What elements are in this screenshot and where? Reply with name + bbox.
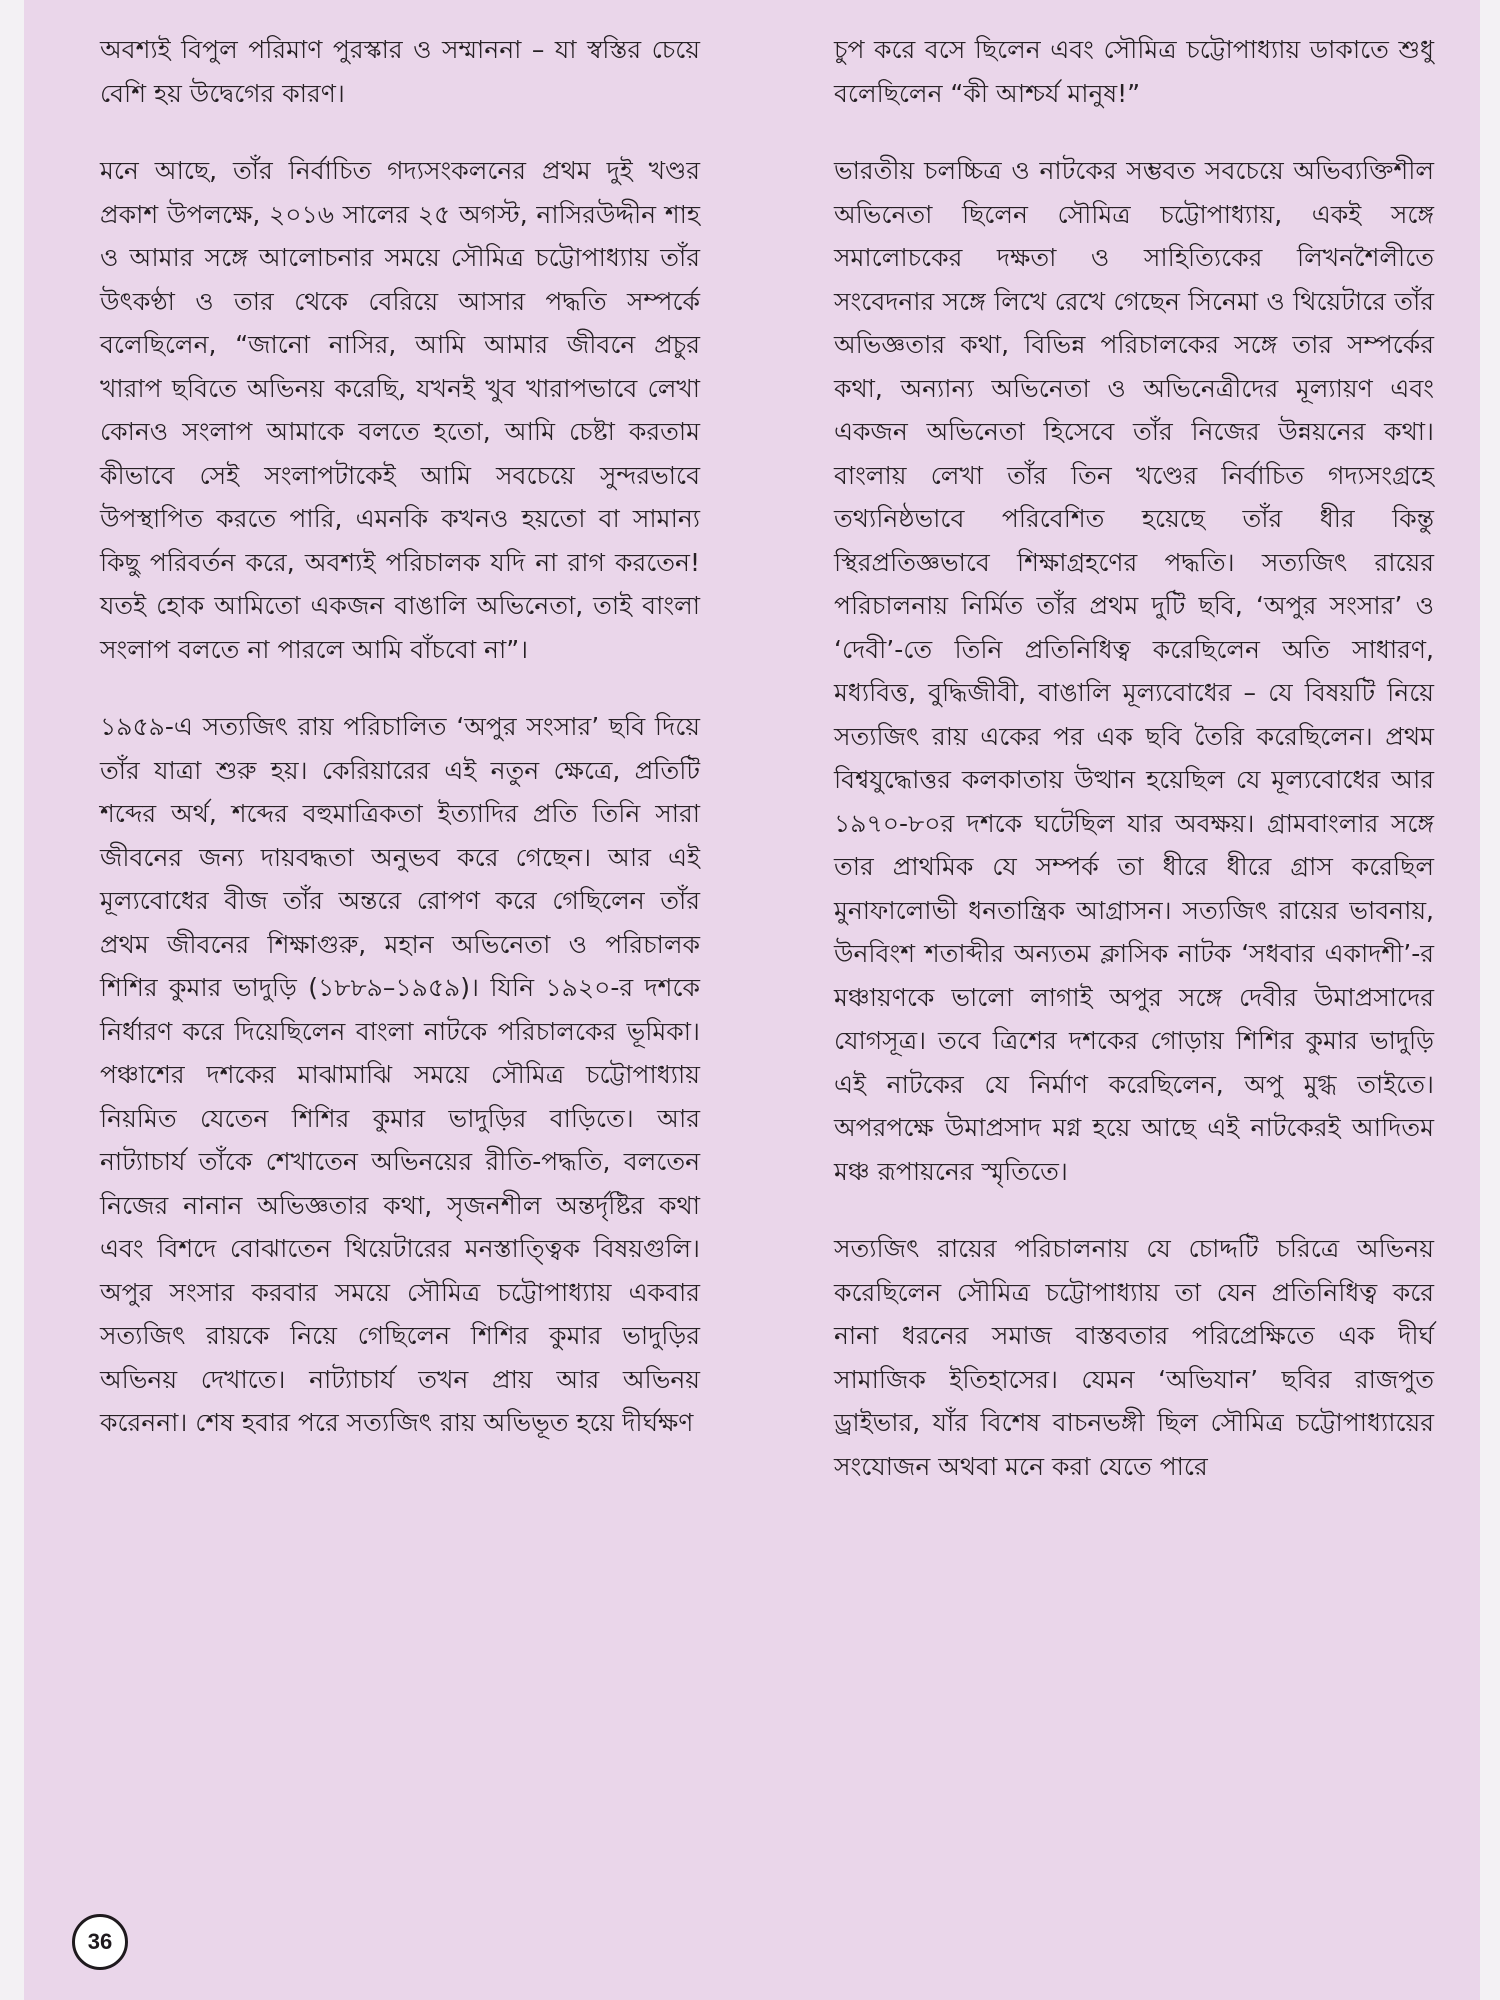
paragraph: চুপ করে বসে ছিলেন এবং সৌমিত্র চট্টোপাধ্যায় ডাকাতে শুধু বলেছিলেন “কী আশ্চর্য মানুষ!”	[834, 35, 1434, 108]
paragraph: ভারতীয় চলচ্চিত্র ও নাটকের সম্ভবত সবচেয়ে অভিব্যক্তিশীল অভিনেতা ছিলেন সৌমিত্র চট্টোপাধ্যায়, একই সঙ্গে সমালোচকের দক্ষতা ও সাহিত্যিকের লিখনশৈলীতে সংবেদনার সঙ্গে লিখে রেখে গেছেন সিনেমা ও থিয়েটারে তাঁর অভিজ্ঞতার কথা, বিভিন্ন পরিচালকের সঙ্গে তার সম্পর্কের কথা, অন্যান্য অভিনেতা ও অভিনেত্রীদের মূল্যায়ণ এবং একজন অভিনেতা হিসেবে তাঁর নিজের উন্নয়নের কথা। বাংলায় লেখা তাঁর তিন খণ্ডের নির্বাচিত গদ্যসংগ্রহে তথ্যনিষ্ঠভাবে পরিবেশিত হয়েছে তাঁর ধীর কিন্তু স্থিরপ্রতিজ্ঞভাবে শিক্ষাগ্রহণের পদ্ধতি। সত্যজিৎ রায়ের পরিচালনায় নির্মিত তাঁর প্রথম দুটি ছবি, ‘অপুর সংসার’ ও ‘দেবী’-তে তিনি প্রতিনিধিত্ব করেছিলেন অতি সাধারণ, মধ্যবিত্ত, বুদ্ধিজীবী, বাঙালি মূল্যবোধের – যে বিষয়টি নিয়ে সত্যজিৎ রায় একের পর এক ছবি তৈরি করেছিলেন। প্রথম বিশ্বযুদ্ধোত্তর কলকাতায় উত্থান হয়েছিল যে মূল্যবোধের আর ১৯৭০-৮০র দশকে ঘটেছিল যার অবক্ষয়। গ্রামবাংলার সঙ্গে তার প্রাথমিক যে সম্পর্ক তা ধীরে ধীরে গ্রাস করেছিল মুনাফালোভী ধনতান্ত্রিক আগ্রাসন। সত্যজিৎ রায়ের ভাবনায়, উনবিংশ শতাব্দীর অন্যতম ক্লাসিক নাটক ‘সধবার একাদশী’-র মঞ্চায়ণকে ভালো লাগাই অপুর সঙ্গে দেবীর উমাপ্রসাদের যোগসূত্র। তবে ত্রিশের দশকের গোড়ায় শিশির কুমার ভাদুড়ি এই নাটকের যে নির্মাণ করেছিলেন, অপু মুগ্ধ তাইতে। অপরপক্ষে উমাপ্রসাদ মগ্ন হয়ে আছে এই নাটকেরই আদিতম মঞ্চ রূপায়নের স্মৃতিতে।	[834, 156, 1434, 1186]
magazine-page	[24, 0, 1480, 2000]
right-column	[834, 28, 1434, 1488]
page-number-badge: 36	[72, 1914, 128, 1970]
paragraph: মনে আছে, তাঁর নির্বাচিত গদ্যসংকলনের প্রথম দুই খণ্ডর প্রকাশ উপলক্ষে, ২০১৬ সালের ২৫ অগস্ট, নাসিরউদ্দীন শাহ ও আমার সঙ্গে আলোচনার সময়ে সৌমিত্র চট্টোপাধ্যায় তাঁর উৎকণ্ঠা ও তার থেকে বেরিয়ে আসার পদ্ধতি সম্পর্কে বলেছিলেন, “জানো নাসির, আমি আমার জীবনে প্রচুর খারাপ ছবিতে অভিনয় করেছি, যখনই খুব খারাপভাবে লেখা কোনও সংলাপ আমাকে বলতে হতো, আমি চেষ্টা করতাম কীভাবে সেই সংলাপটাকেই আমি সবচেয়ে সুন্দরভাবে উপস্থাপিত করতে পারি, এমনকি কখনও হয়তো বা সামান্য কিছু পরিবর্তন করে, অবশ্যই পরিচালক যদি না রাগ করতেন! যতই হোক আমিতো একজন বাঙালি অভিনেতা, তাই বাংলা সংলাপ বলতে না পারলে আমি বাঁচবো না”।	[100, 156, 700, 664]
left-column	[100, 28, 700, 1445]
paragraph: অবশ্যই বিপুল পরিমাণ পুরস্কার ও সম্মাননা – যা স্বস্তির চেয়ে বেশি হয় উদ্বেগের কারণ।	[100, 35, 700, 108]
paragraph: ১৯৫৯-এ সত্যজিৎ রায় পরিচালিত ‘অপুর সংসার’ ছবি দিয়ে তাঁর যাত্রা শুরু হয়। কেরিয়ারের এই নতুন ক্ষেত্রে, প্রতিটি শব্দের অর্থ, শব্দের বহুমাত্রিকতা ইত্যাদির প্রতি তিনি সারা জীবনের জন্য দায়বদ্ধতা অনুভব করে গেছেন। আর এই মূল্যবোধের বীজ তাঁর অন্তরে রোপণ করে গেছিলেন তাঁর প্রথম জীবনের শিক্ষাগুরু, মহান অভিনেতা ও পরিচালক শিশির কুমার ভাদুড়ি (১৮৮৯–১৯৫৯)। যিনি ১৯২০-র দশকে নির্ধারণ করে দিয়েছিলেন বাংলা নাটকে পরিচালকের ভূমিকা। পঞ্চাশের দশকের মাঝামাঝি সময়ে সৌমিত্র চট্টোপাধ্যায় নিয়মিত যেতেন শিশির কুমার ভাদুড়ির বাড়িতে। আর নাট্যাচার্য তাঁকে শেখাতেন অভিনয়ের রীতি-পদ্ধতি, বলতেন নিজের নানান অভিজ্ঞতার কথা, সৃজনশীল অন্তর্দৃষ্টির কথা এবং বিশদে বোঝাতেন থিয়েটারের মনস্তাত্ত্বিক বিষয়গুলি। অপুর সংসার করবার সময়ে সৌমিত্র চট্টোপাধ্যায় একবার সত্যজিৎ রায়কে নিয়ে গেছিলেন শিশির কুমার ভাদুড়ির অভিনয় দেখাতে। নাট্যাচার্য তখন প্রায় আর অভিনয় করেননা। শেষ হবার পরে সত্যজিৎ রায় অভিভূত হয়ে দীর্ঘক্ষণ	[100, 712, 700, 1437]
paragraph: সত্যজিৎ রায়ের পরিচালনায় যে চোদ্দটি চরিত্রে অভিনয় করেছিলেন সৌমিত্র চট্টোপাধ্যায় তা যেন প্রতিনিধিত্ব করে নানা ধরনের সমাজ বাস্তবতার পরিপ্রেক্ষিতে এক দীর্ঘ সামাজিক ইতিহাসের। যেমন ‘অভিযান’ ছবির রাজপুত ড্রাইভার, যাঁর বিশেষ বাচনভঙ্গী ছিল সৌমিত্র চট্টোপাধ্যায়ের সংযোজন অথবা মনে করা যেতে পারে	[834, 1234, 1434, 1481]
